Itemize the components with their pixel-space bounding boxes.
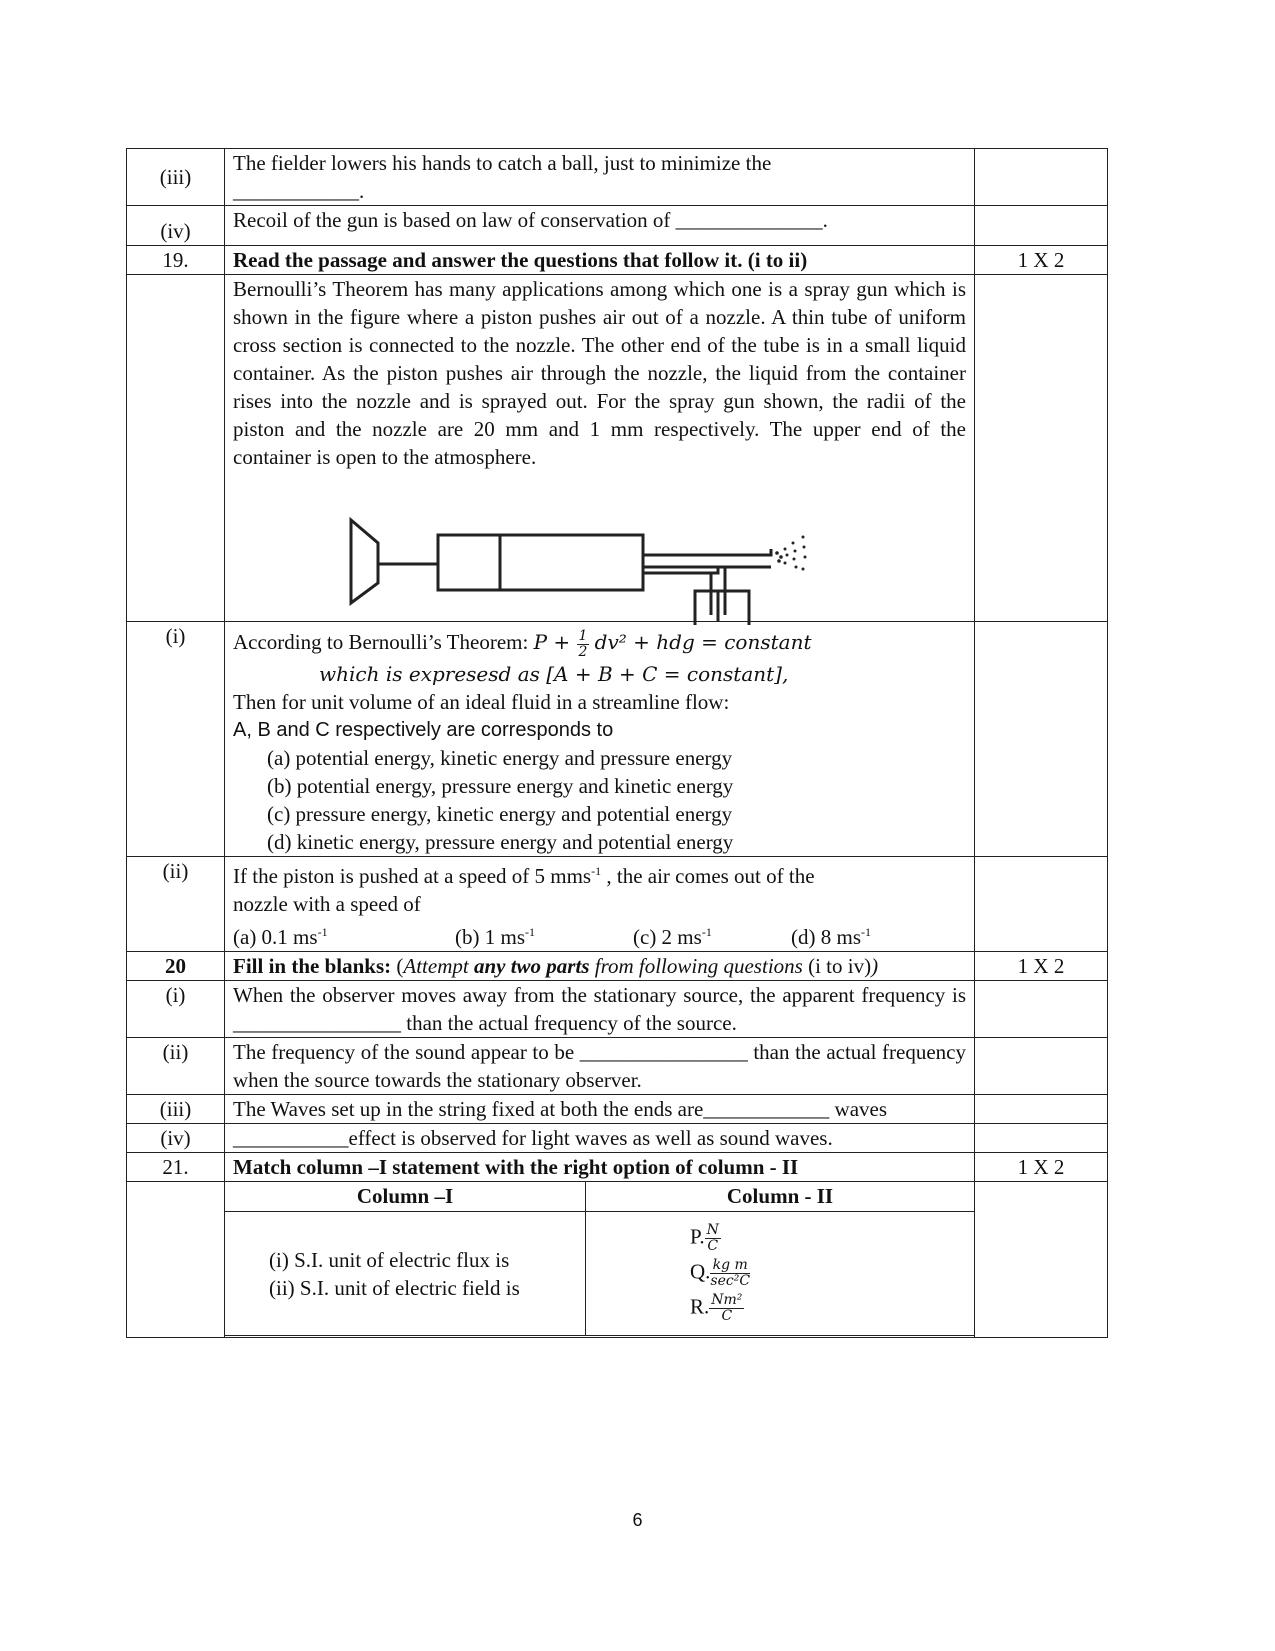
column-1-header: Column –I xyxy=(225,1181,586,1212)
row-q19-ii xyxy=(127,856,1108,951)
option-c: (c) pressure energy, kinetic energy and potential energy xyxy=(267,801,733,826)
row-number: (iii) xyxy=(127,149,225,206)
sub-question-number: (ii) xyxy=(127,1037,225,1094)
question-number: 21. xyxy=(127,1152,225,1181)
marks: 1 X 2 xyxy=(975,1152,1108,1181)
half-fraction: $\frac{1}{2}$ xyxy=(578,627,588,660)
marks: 1 X 2 xyxy=(975,246,1108,275)
sub-question-number: (iv) xyxy=(127,1123,225,1152)
row-q20 xyxy=(127,951,1108,980)
marks-cell xyxy=(975,1037,1108,1094)
option-q: Q. $\frac{\text{kg m}}{\text{sec²C}}$ xyxy=(690,1257,751,1290)
question-line: If the piston is pushed at a speed of 5 mms$^{-1}$ , the air comes out of the xyxy=(233,863,815,888)
marks-cell xyxy=(975,622,1108,857)
handle-shape xyxy=(351,520,378,603)
marks-cell xyxy=(975,980,1108,1037)
row-iv xyxy=(127,206,1108,246)
question-text: ___________effect is observed for light waves as well as sound waves. xyxy=(225,1123,975,1152)
sub-question-number: (ii) xyxy=(127,856,225,951)
sub-question-number: (i) xyxy=(127,622,225,857)
option-d: (d) kinetic energy, pressure energy and potential energy xyxy=(267,829,734,854)
bernoulli-line xyxy=(233,628,966,660)
marks-cell xyxy=(975,1181,1108,1337)
lead-text: According to Bernoulli’s Theorem: xyxy=(233,630,529,654)
spray-dots xyxy=(775,536,806,571)
marks-cell xyxy=(975,1094,1108,1123)
question-sheet xyxy=(126,148,1108,1338)
option-b: (b) potential energy, pressure energy and kinetic energy xyxy=(267,773,734,798)
question-number: 19. xyxy=(127,246,225,275)
option-a: (a) 0.1 $ms^{-1}$ xyxy=(233,924,328,949)
formula-part: P + xyxy=(533,630,577,654)
sub-question-cell xyxy=(225,622,975,857)
empty-cell xyxy=(127,1181,225,1337)
option-p: P. $\frac{N}{C}$ xyxy=(690,1222,719,1255)
column-1-items xyxy=(225,1212,586,1336)
question-heading: Match column –I statement with the right option of column - II xyxy=(225,1152,975,1181)
question-heading: Fill in the blanks: (Attempt any two parts from following questions (i to iv)) xyxy=(225,951,975,980)
row-q21 xyxy=(127,1152,1108,1181)
spray-gun-diagram xyxy=(333,475,933,625)
row-q19 xyxy=(127,246,1108,275)
row-q20-iii xyxy=(127,1094,1108,1123)
row-q19-i xyxy=(127,622,1108,857)
question-table xyxy=(126,148,1108,1338)
sub-question-number: (iii) xyxy=(127,1094,225,1123)
sub-question-cell xyxy=(225,856,975,951)
question-text: The Waves set up in the string fixed at both the ends are____________ waves xyxy=(225,1094,975,1123)
option-b: (b) 1 $ms^{-1}$ xyxy=(455,924,535,949)
question-text: The frequency of the sound appear to be ________________ than the actual frequency when the source towards the stationary observer. xyxy=(225,1037,975,1094)
spray-gun-figure xyxy=(233,471,966,621)
passage-text: Bernoulli’s Theorem has many applications among which one is a spray gun which is shown in the figure where a piston pushes air out of a nozzle. A thin tube of uniform cross section is connected to the nozzle. The other end of the tube is in a small liquid container. As the piston pushes air through the nozzle, the liquid from the container rises into the nozzle and is sprayed out. For the spray gun shown, the radii of the piston and the nozzle are 20 mm and 1 mm respectively. The upper end of the container is open to the atmosphere. xyxy=(233,277,966,469)
marks-cell xyxy=(975,149,1108,206)
row-q20-iv xyxy=(127,1123,1108,1152)
row-q19-passage xyxy=(127,275,1108,622)
row-text xyxy=(225,149,975,206)
option-a: (a) potential energy, kinetic energy and pressure energy xyxy=(267,745,733,770)
question-line-2: nozzle with a speed of xyxy=(233,891,421,916)
option-c: (c) 2 $ms^{-1}$ xyxy=(633,924,712,949)
prompt-line: A, B and C respectively are corresponds to xyxy=(233,718,614,741)
question-text: Recoil of the gun is based on law of conservation of ______________. xyxy=(225,206,975,246)
options-row xyxy=(233,918,966,951)
condition-line: Then for unit volume of an ideal fluid in a streamline flow: xyxy=(233,689,730,714)
row-number: (iv) xyxy=(127,206,225,246)
formula-part: dv² + hdg = constant xyxy=(594,630,812,654)
question-text: When the observer moves away from the stationary source, the apparent frequency is ________________ than the actual frequency of the source. xyxy=(225,980,975,1037)
passage-cell xyxy=(225,275,975,622)
question-text: The fielder lowers his hands to catch a ball, just to minimize the xyxy=(233,151,772,175)
option-d: (d) 8 $ms^{-1}$ xyxy=(791,924,871,949)
question-heading: Read the passage and answer the questions that follow it. (i to ii) xyxy=(225,246,975,275)
blank-line: ____________. xyxy=(233,179,365,203)
marks: 1 X 2 xyxy=(975,951,1108,980)
column-2-items xyxy=(586,1212,975,1336)
empty-cell xyxy=(127,275,225,622)
marks-cell xyxy=(975,1123,1108,1152)
sub-question-number: (i) xyxy=(127,980,225,1037)
expressed-line: which is expresesd as [A + B + C = constant], xyxy=(319,661,789,686)
column-1-item: (ii) S.I. unit of electric field is xyxy=(269,1275,520,1300)
row-q20-i xyxy=(127,980,1108,1037)
marks-cell xyxy=(975,275,1108,622)
column-2-header: Column - II xyxy=(586,1181,975,1212)
page-number: 6 xyxy=(632,1510,643,1530)
row-iii xyxy=(127,149,1108,206)
marks-cell xyxy=(975,856,1108,951)
column-1-item: (i) S.I. unit of electric flux is xyxy=(269,1247,510,1272)
row-q20-ii xyxy=(127,1037,1108,1094)
match-table xyxy=(224,1181,975,1336)
question-number: 20 xyxy=(127,951,225,980)
marks-cell xyxy=(975,206,1108,246)
option-r: R. $\frac{\text{Nm²}}{C}$ xyxy=(690,1292,743,1325)
